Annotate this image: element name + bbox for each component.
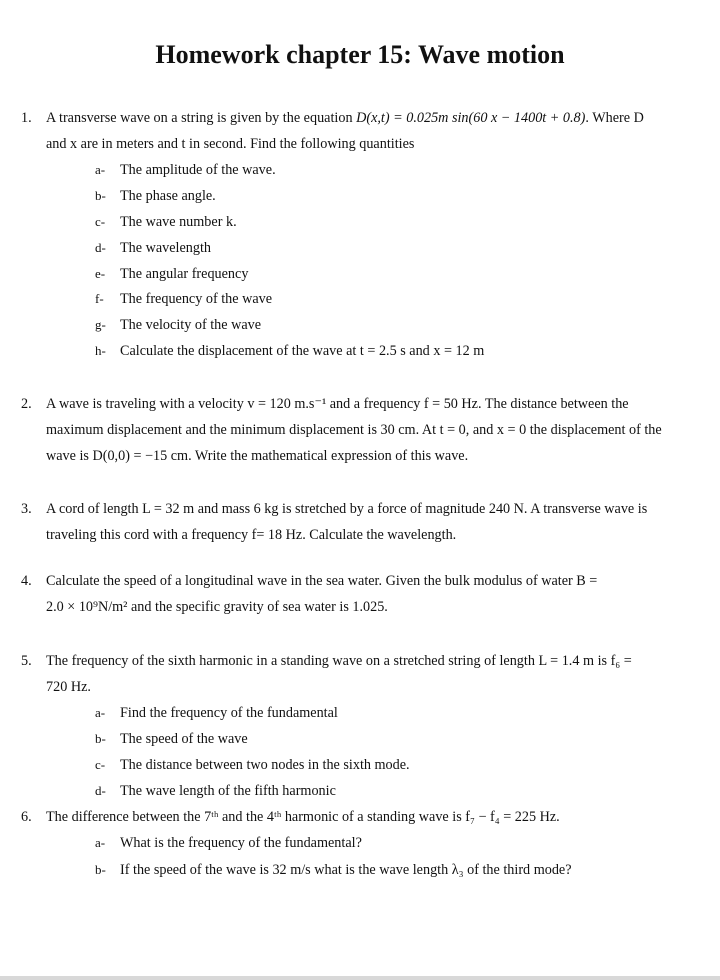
sub-item-letter: b- [95,188,106,203]
sub-item-d [95,783,336,800]
sub-item-letter: e- [95,266,106,281]
question-number: 5. [21,653,32,669]
sub-item-b [95,731,248,748]
question-text-line: wave is D(0,0) = −15 cm. Write the mathematical expression of this wave. [46,448,469,464]
question-text-line [46,110,644,127]
sub-item-letter: a- [95,162,106,177]
sub-item-text: The wave number k. [120,214,237,230]
sub-item-letter: d- [95,240,106,255]
sub-item-text: What is the frequency of the fundamental? [120,835,362,851]
question-text-line: traveling this cord with a frequency f= 18 Hz. Calculate the wavelength. [46,527,457,543]
sub-item-c [95,214,237,231]
sub-item-text: The phase angle. [120,188,216,204]
sub-item-text: If the speed of the wave is 32 m/s what is the wave length λ₃ of the third mode? [120,862,572,878]
sub-item-e [95,266,248,283]
page-bottom-border [0,976,720,980]
sub-item-text: The speed of the wave [120,731,248,747]
wave-equation: D(x,t) = 0.025m sin(60 x − 1400t + 0.8) [356,110,586,126]
sub-item-letter: c- [95,214,106,229]
sub-item-text: The frequency of the wave [120,291,273,307]
question-text-line: A cord of length L = 32 m and mass 6 kg is stretched by a force of magnitude 240 N. A transverse wave is [46,501,648,517]
question-text-line: A wave is traveling with a velocity v = 120 m.s⁻¹ and a frequency f = 50 Hz. The distance between the [46,396,629,412]
sub-item-d [95,240,211,257]
sub-item-letter: b- [95,731,106,746]
sub-item-c [95,757,410,774]
question-text-line: 720 Hz. [46,679,91,695]
question-text-line: 2.0 × 10⁹N/m² and the specific gravity of sea water is 1.025. [46,599,388,615]
sub-item-text: The angular frequency [120,266,249,282]
question-text-line: The frequency of the sixth harmonic in a standing wave on a stretched string of length L = 1.4 m is f₆ = [46,653,632,669]
sub-item-text: Calculate the displacement of the wave at t = 2.5 s and x = 12 m [120,343,485,359]
sub-item-letter: h- [95,343,106,358]
sub-item-a [95,705,338,722]
sub-item-letter: c- [95,757,106,772]
sub-item-b [95,862,572,879]
question-text-line: The difference between the 7ᵗʰ and the 4ᵗʰ harmonic of a standing wave is f₇ − f₄ = 225 Hz. [46,809,560,825]
sub-item-g [95,317,261,334]
sub-item-text: The distance between two nodes in the sixth mode. [120,757,410,773]
sub-item-text: The velocity of the wave [120,317,262,333]
sub-item-a [95,835,362,852]
sub-item-letter: f- [95,291,104,306]
question-text: . Where D [585,110,644,126]
question-number: 2. [21,396,32,412]
sub-item-text: The wavelength [120,240,211,256]
sub-item-letter: a- [95,835,106,850]
question-number: 6. [21,809,32,825]
question-number: 3. [21,501,32,517]
question-text-line: and x are in meters and t in second. Find the following quantities [46,136,415,152]
question-text: A transverse wave on a string is given by the equation [46,110,357,126]
sub-item-letter: g- [95,317,106,332]
question-number: 4. [21,573,32,589]
sub-item-letter: d- [95,783,106,798]
sub-item-letter: a- [95,705,106,720]
sub-item-h [95,343,484,360]
question-text-line: maximum displacement and the minimum displacement is 30 cm. At t = 0, and x = 0 the displacement of the [46,422,662,438]
sub-item-b [95,188,216,205]
sub-item-f [95,291,272,308]
sub-item-text: The wave length of the fifth harmonic [120,783,336,799]
sub-item-a [95,162,276,179]
sub-item-text: Find the frequency of the fundamental [120,705,338,721]
question-number: 1. [21,110,32,126]
question-text-line: Calculate the speed of a longitudinal wave in the sea water. Given the bulk modulus of water B = [46,573,598,589]
sub-item-letter: b- [95,862,106,877]
sub-item-text: The amplitude of the wave. [120,162,276,178]
page-title: Homework chapter 15: Wave motion [155,40,565,69]
